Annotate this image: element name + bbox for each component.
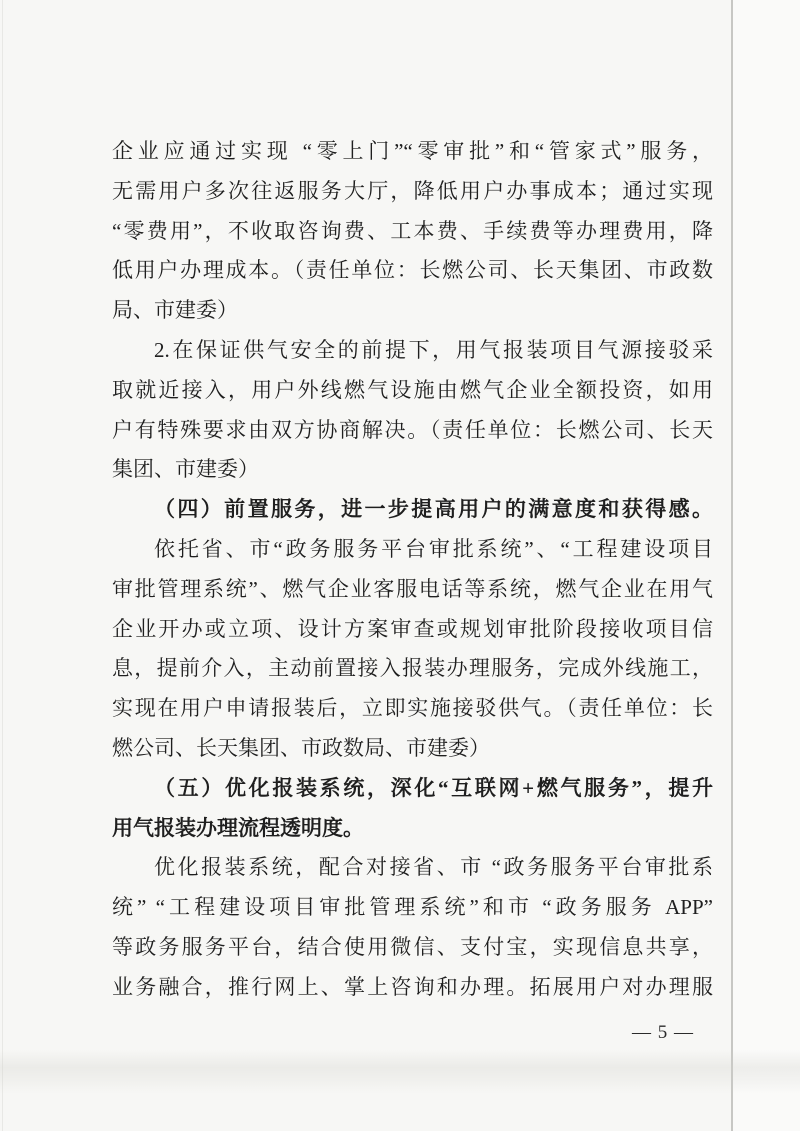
text-line: 低用户办理成本。（责任单位：长燃公司、长天集团、市政数 [112, 258, 713, 283]
text-line: 息，提前介入，主动前置接入报装办理服务，完成外线施工， [112, 656, 713, 681]
page-number: — 5 — [632, 1022, 694, 1043]
text-line: 企业应通过实现 “零上门”“零审批”和“管家式”服务， [112, 139, 713, 163]
text-line: “零费用”，不收取咨询费、工本费、手续费等办理费用，降 [112, 218, 713, 243]
scan-left-edge-line [2, 0, 3, 1131]
text-line: 取就近接入，用户外线燃气设施由燃气企业全额投资，如用 [112, 377, 713, 402]
text-line: 局、市建委） [112, 298, 238, 323]
text-line: 集团、市建委） [112, 457, 259, 482]
text-line: （五）优化报装系统，深化“互联网+燃气服务”，提升 [154, 775, 713, 800]
text-line: 优化报装系统，配合对接省、市 “政务服务平台审批系 [154, 855, 713, 880]
text-line: 业务融合，推行网上、掌上咨询和办理。拓展用户对办理服 [112, 974, 713, 999]
text-line: （四）前置服务，进一步提高用户的满意度和获得感。 [154, 497, 713, 522]
scan-bottom-shadow [0, 1050, 800, 1094]
text-line: 燃公司、长天集团、市政数局、市建委） [112, 735, 490, 760]
text-line: 无需用户多次往返服务大厅，降低用户办事成本；通过实现 [112, 178, 713, 203]
text-line: 统” “工程建设项目审批管理系统”和市 “政务服务 APP” [112, 895, 713, 920]
text-line: 用气报装办理流程透明度。 [112, 815, 364, 840]
scan-edge-line [731, 0, 733, 1131]
text-line: 户有特殊要求由双方协商解决。（责任单位：长燃公司、长天 [112, 417, 713, 442]
text-line: 2.在保证供气安全的前提下，用气报装项目气源接驳采 [154, 337, 713, 362]
text-line: 依托省、市“政务服务平台审批系统”、“工程建设项目 [154, 536, 713, 561]
text-line: 等政务服务平台，结合使用微信、支付宝，实现信息共享， [112, 934, 713, 959]
text-line: 审批管理系统”、燃气企业客服电话等系统，燃气企业在用气 [112, 576, 713, 601]
text-line: 实现在用户申请报装后，立即实施接驳供气。（责任单位：长 [112, 696, 713, 721]
text-line: 企业开办或立项、设计方案审查或规划审批阶段接收项目信 [112, 616, 713, 641]
document-body [112, 132, 713, 1008]
scan-right-strip [733, 0, 800, 1131]
